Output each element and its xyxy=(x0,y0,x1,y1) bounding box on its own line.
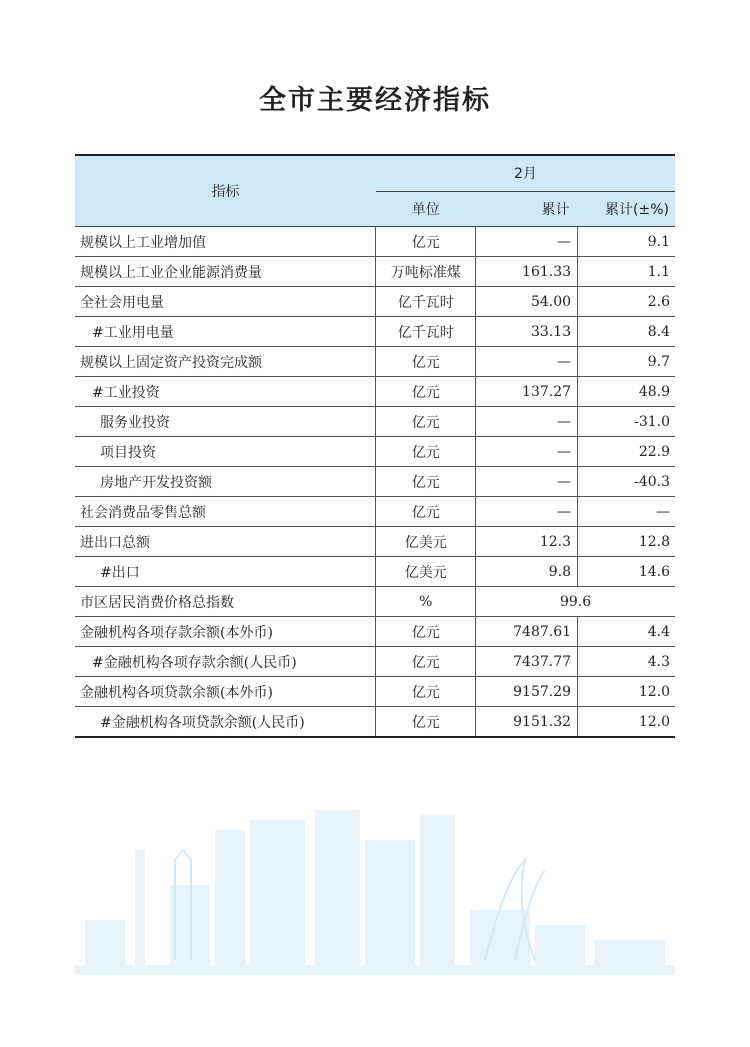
row-cumulative-pct: -31.0 xyxy=(578,407,675,437)
table-row xyxy=(75,617,675,647)
row-cumulative-pct: 8.4 xyxy=(578,317,675,347)
row-merged-value: 99.6 xyxy=(476,587,675,617)
table-row xyxy=(75,317,675,347)
row-name: #工业用电量 xyxy=(92,324,174,341)
row-cumulative: — xyxy=(476,347,578,377)
row-name-cell xyxy=(75,707,376,738)
page-title: 全市主要经济指标 xyxy=(259,85,491,116)
row-name-cell xyxy=(75,557,376,587)
row-cumulative-pct: 12.0 xyxy=(578,707,675,738)
row-name: 进出口总额 xyxy=(75,527,376,557)
row-name: 项目投资 xyxy=(100,444,156,461)
row-cumulative-pct: 9.1 xyxy=(578,227,675,257)
row-cumulative-pct: 4.3 xyxy=(578,647,675,677)
row-unit: 亿元 xyxy=(376,377,476,407)
table-row xyxy=(75,287,675,317)
row-name: #工业投资 xyxy=(92,384,160,401)
row-cumulative-pct: 9.7 xyxy=(578,347,675,377)
row-unit: 亿元 xyxy=(376,707,476,738)
header-cumulative: 累计 xyxy=(476,191,578,227)
row-unit: 亿元 xyxy=(376,407,476,437)
row-cumulative-pct: 2.6 xyxy=(578,287,675,317)
row-cumulative: 161.33 xyxy=(476,257,578,287)
row-name-cell xyxy=(75,377,376,407)
row-cumulative: 7487.61 xyxy=(476,617,578,647)
row-cumulative: — xyxy=(476,497,578,527)
table-row xyxy=(75,347,675,377)
row-unit: 亿元 xyxy=(376,617,476,647)
row-unit: 亿千瓦时 xyxy=(376,287,476,317)
table-row xyxy=(75,677,675,707)
table-row xyxy=(75,227,675,257)
row-name: 社会消费品零售总额 xyxy=(75,497,376,527)
row-cumulative: 9151.32 xyxy=(476,707,578,738)
city-skyline-watermark xyxy=(75,790,675,975)
row-name-cell xyxy=(75,467,376,497)
row-cumulative-pct: 12.0 xyxy=(578,677,675,707)
table-row xyxy=(75,557,675,587)
table-row xyxy=(75,467,675,497)
row-name: 规模以上固定资产投资完成额 xyxy=(75,347,376,377)
row-cumulative: 12.3 xyxy=(476,527,578,557)
header-indicator: 指标 xyxy=(75,155,376,227)
row-name: 金融机构各项存款余额(本外币) xyxy=(75,617,376,647)
row-name-cell xyxy=(75,647,376,677)
table-row xyxy=(75,497,675,527)
row-name-cell xyxy=(75,437,376,467)
header-period: 2月 xyxy=(376,155,675,191)
row-cumulative: 9157.29 xyxy=(476,677,578,707)
row-cumulative: — xyxy=(476,227,578,257)
row-cumulative-pct: 12.8 xyxy=(578,527,675,557)
row-unit: 亿美元 xyxy=(376,527,476,557)
header-unit: 单位 xyxy=(376,191,476,227)
row-cumulative-pct: 1.1 xyxy=(578,257,675,287)
row-name: #金融机构各项存款余额(人民币) xyxy=(92,654,297,671)
row-name: 全社会用电量 xyxy=(75,287,376,317)
table-row xyxy=(75,587,675,617)
row-unit: 亿元 xyxy=(376,647,476,677)
row-name: 规模以上工业增加值 xyxy=(75,227,376,257)
row-cumulative: 7437.77 xyxy=(476,647,578,677)
row-cumulative: — xyxy=(476,467,578,497)
row-unit: 亿美元 xyxy=(376,557,476,587)
row-name-cell xyxy=(75,407,376,437)
row-name: #出口 xyxy=(100,564,140,581)
row-cumulative: 54.00 xyxy=(476,287,578,317)
row-unit: 亿元 xyxy=(376,227,476,257)
row-unit: 亿元 xyxy=(376,437,476,467)
row-unit: 亿元 xyxy=(376,497,476,527)
table-row xyxy=(75,437,675,467)
row-unit: % xyxy=(376,587,476,617)
row-cumulative-pct: -40.3 xyxy=(578,467,675,497)
row-cumulative: 33.13 xyxy=(476,317,578,347)
table-row xyxy=(75,377,675,407)
row-cumulative: — xyxy=(476,407,578,437)
row-cumulative-pct: 4.4 xyxy=(578,617,675,647)
row-cumulative: 9.8 xyxy=(476,557,578,587)
row-cumulative-pct: — xyxy=(578,497,675,527)
row-unit: 亿元 xyxy=(376,467,476,497)
row-cumulative-pct: 14.6 xyxy=(578,557,675,587)
row-unit: 亿千瓦时 xyxy=(376,317,476,347)
row-name: 市区居民消费价格总指数 xyxy=(75,587,376,617)
table-row xyxy=(75,647,675,677)
table-row xyxy=(75,527,675,557)
row-cumulative: 137.27 xyxy=(476,377,578,407)
row-name: 房地产开发投资额 xyxy=(100,474,212,491)
row-name: #金融机构各项贷款余额(人民币) xyxy=(100,714,305,731)
table-row xyxy=(75,707,675,738)
row-name: 金融机构各项贷款余额(本外币) xyxy=(75,677,376,707)
economic-indicators-table xyxy=(75,154,675,738)
row-cumulative-pct: 48.9 xyxy=(578,377,675,407)
row-unit: 亿元 xyxy=(376,677,476,707)
row-cumulative: — xyxy=(476,437,578,467)
row-unit: 亿元 xyxy=(376,347,476,377)
row-unit: 万吨标准煤 xyxy=(376,257,476,287)
header-cumulative-pct: 累计(±%) xyxy=(578,191,675,227)
table-row xyxy=(75,257,675,287)
row-name: 规模以上工业企业能源消费量 xyxy=(75,257,376,287)
row-name: 服务业投资 xyxy=(100,414,170,431)
row-cumulative-pct: 22.9 xyxy=(578,437,675,467)
table-row xyxy=(75,407,675,437)
row-name-cell xyxy=(75,317,376,347)
